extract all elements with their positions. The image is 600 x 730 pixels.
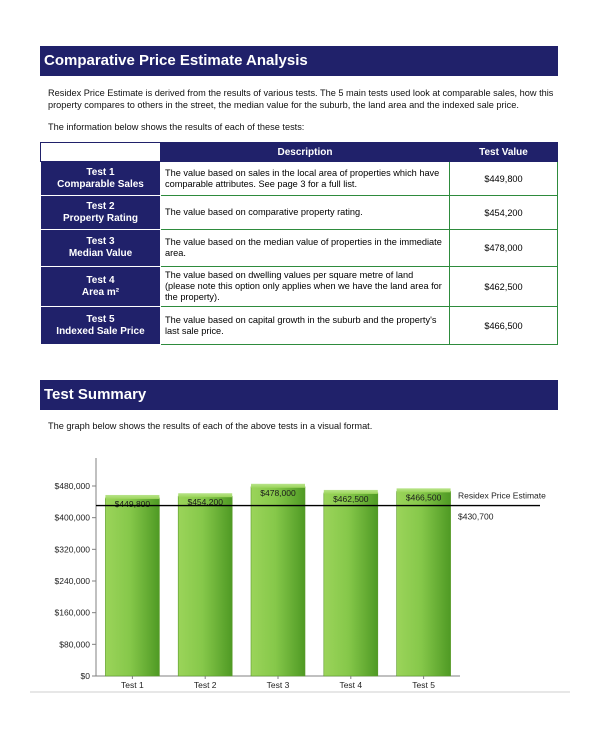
reference-line-value: $430,700 — [458, 511, 494, 522]
bar-data-label: $462,500 — [333, 493, 369, 504]
x-tick-label: Test 5 — [412, 680, 435, 690]
reference-line-label: Residex Price Estimate — [458, 490, 546, 501]
x-tick-label: Test 4 — [339, 680, 363, 690]
y-tick-label: $320,000 — [54, 544, 90, 555]
bar — [324, 493, 378, 676]
bar — [251, 487, 305, 676]
test-summary-bar-chart — [0, 440, 600, 710]
test-name-cell — [41, 162, 161, 196]
test-label: Property Rating — [62, 212, 138, 224]
test-name-cell — [41, 307, 161, 345]
test-label: Area m² — [81, 286, 120, 298]
y-tick-label: $160,000 — [54, 607, 90, 618]
table-header-row — [41, 143, 558, 162]
y-tick-label: $0 — [80, 671, 90, 681]
test-label: Median Value — [68, 248, 133, 259]
test-description: The value based on capital growth in the suburb and the property's last sale price. — [161, 307, 450, 345]
test-label: Indexed Sale Price — [56, 325, 145, 337]
table-row — [41, 307, 558, 345]
table-row — [41, 196, 558, 230]
table-row — [41, 267, 558, 307]
graph-note: The graph below shows the results of each of the above tests in a visual format. — [48, 421, 373, 431]
test-number: Test 3 — [86, 236, 115, 247]
header-test-value: Test Value — [450, 143, 558, 162]
test-value: $478,000 — [450, 230, 558, 267]
test-description: The value based on the median value of properties in the immediate area. — [161, 230, 450, 267]
table-row — [41, 230, 558, 267]
test-label: Comparable Sales — [57, 178, 144, 190]
y-tick-label: $240,000 — [54, 576, 90, 586]
test-description: The value based on dwelling values per square metre of land (please note this option only applies when we have the land area for the property). — [161, 267, 450, 307]
test-description: The value based on comparative property rating. — [161, 196, 450, 230]
header-blank-cell — [41, 143, 161, 162]
test-name-cell — [41, 196, 161, 230]
test-value: $449,800 — [450, 162, 558, 196]
y-tick-label: $480,000 — [54, 481, 90, 491]
test-results-table — [40, 142, 558, 345]
info-paragraph: The information below shows the results of each of these tests: — [48, 122, 305, 132]
table-row — [41, 162, 558, 196]
y-tick-label: $400,000 — [54, 512, 90, 523]
bar-data-label: $454,200 — [187, 497, 223, 508]
test-name-cell — [41, 230, 161, 267]
test-number: Test 5 — [86, 313, 115, 325]
x-tick-label: Test 2 — [193, 680, 217, 690]
test-value: $466,500 — [450, 307, 558, 345]
intro-paragraph: Residex Price Estimate is derived from the results of various tests. The 5 main tests used look at comparable sales, how this property compares to others in the street, the median value for the suburb, the land area and the indexed sale price. — [48, 88, 554, 110]
bar-data-label: $449,800 — [114, 498, 151, 509]
test-name-cell — [41, 267, 161, 307]
test-number: Test 4 — [86, 274, 115, 286]
bar — [105, 498, 159, 676]
bar-data-label: $478,000 — [260, 487, 296, 498]
test-value: $462,500 — [450, 267, 558, 307]
section-title-test-summary: Test Summary — [40, 380, 558, 410]
test-number: Test 2 — [86, 200, 115, 212]
bar — [178, 496, 232, 676]
section-title-price-analysis: Comparative Price Estimate Analysis — [40, 46, 558, 76]
y-tick-label: $80,000 — [59, 639, 90, 650]
header-description: Description — [161, 143, 450, 162]
bar-data-label: $466,500 — [405, 492, 442, 503]
test-description: The value based on sales in the local area of properties which have comparable attributes. See page 3 for a full list. — [161, 162, 450, 196]
x-tick-label: Test 1 — [121, 680, 144, 690]
bar — [397, 491, 451, 676]
test-value: $454,200 — [450, 196, 558, 230]
x-tick-label: Test 3 — [266, 680, 290, 690]
test-number: Test 1 — [86, 166, 115, 178]
